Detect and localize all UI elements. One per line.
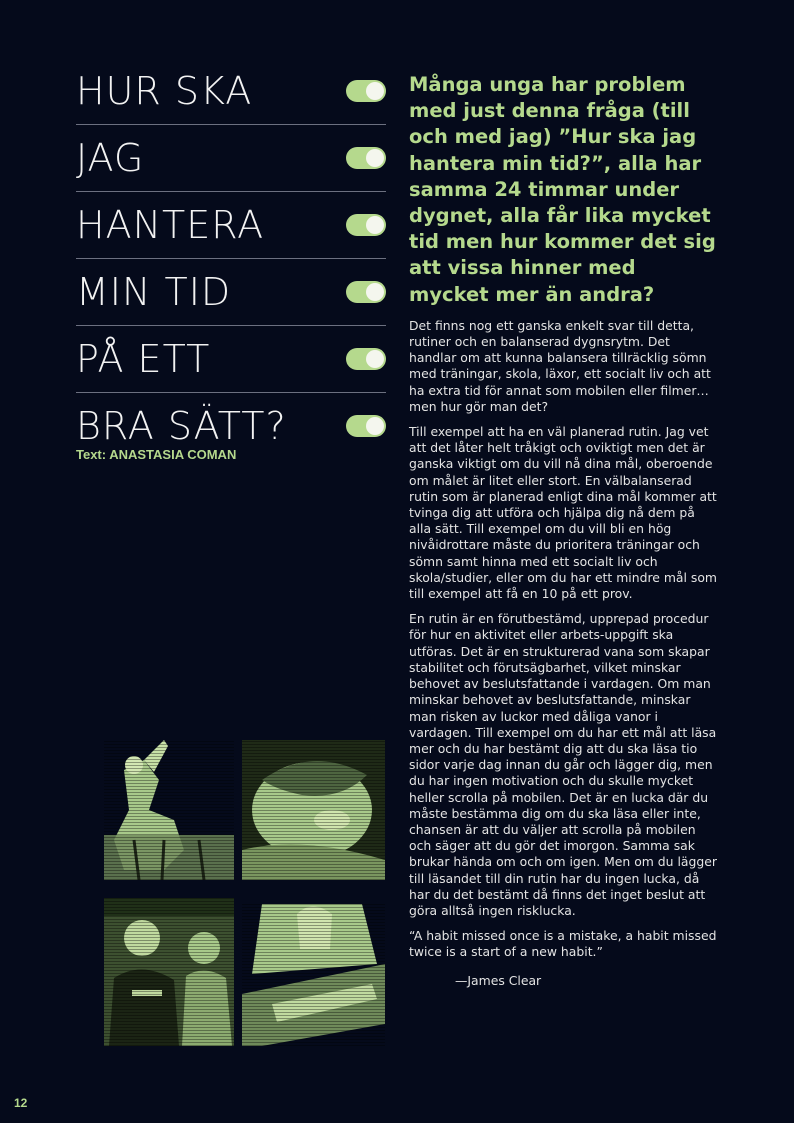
byline: Text: ANASTASIA COMAN bbox=[76, 447, 237, 462]
title-line: PÅ ETT bbox=[76, 337, 211, 381]
toggle-knob bbox=[366, 283, 384, 301]
toggle-switch-icon bbox=[346, 147, 386, 169]
toggle-switch-icon bbox=[346, 214, 386, 236]
title-line: JAG bbox=[76, 136, 145, 180]
article-body bbox=[409, 72, 719, 988]
title-line: MIN TID bbox=[76, 270, 232, 314]
toggle-switch-icon bbox=[346, 281, 386, 303]
toggle-knob bbox=[366, 216, 384, 234]
toggle-switch-icon bbox=[346, 415, 386, 437]
photo-sitting-person bbox=[104, 740, 234, 880]
photo-laptop-hands bbox=[242, 904, 385, 1046]
page-number: 12 bbox=[14, 1096, 28, 1110]
lead-paragraph: Många unga har problem med just denna fråga (till och med jag) ”Hur ska jag hantera min tid?”, alla har samma 24 timmar under dygnet, alla får lika mycket tid men hur kommer det sig att vissa hinner med mycket mer än andra? bbox=[409, 73, 716, 306]
photo-tired-person-art bbox=[242, 740, 385, 880]
title-row-1 bbox=[76, 58, 386, 125]
toggle-knob bbox=[366, 82, 384, 100]
title-list bbox=[76, 58, 386, 459]
photo-students-group bbox=[104, 898, 234, 1046]
title-line: BRA SÄTT? bbox=[76, 404, 287, 448]
body-paragraph-1: Det finns nog ett ganska enkelt svar till detta, rutiner och en balanserad dygnsrytm. Det handlar om att kunna balansera tillräcklig sömn med träningar, skola, läxor, ett socialt liv och att ha extra tid för annat som mobilen eller filmer… men hur gör man det? bbox=[409, 317, 711, 414]
title-row-4 bbox=[76, 259, 386, 326]
title-line: HUR SKA bbox=[76, 69, 253, 113]
quote: “A habit missed once is a mistake, a habit missed twice is a start of a new habit.” bbox=[409, 928, 717, 960]
toggle-knob bbox=[366, 350, 384, 368]
body-paragraph-3: En rutin är en förutbestämd, upprepad procedur för hur en aktivitet eller arbets-uppgift ska utföras. Det är en strukturerad vana som skapar stabilitet och förutsägbarhet, vilket minskar behovet av beslutsfattande i vardagen. Om man minskar behovet av beslutsfattande, minskar man risken av luckor med dåliga vanor i vardagen. Till exempel om du har ett mål att läsa mer och du har bestämt dig att du ska läsa tio sidor varje dag innan du går och lägger dig, men du har ingen motivation och du skulle mycket heller scrolla på mobilen. Det är en lucka där du måste bestämma dig om du ska läsa eller inte, chansen är att du väljer att scrolla på mobilen och säger att du gör det imorgon. Samma sak brukar hända om och om igen. Men om du lägger till läsandet till din rutin har du ingen lucka, då har du det bestämt då finns det inget beslut att göra alltså ingen risklucka. bbox=[409, 611, 717, 918]
body-paragraph-2: Till exempel att ha en väl planerad rutin. Jag vet att det låter helt tråkigt och oviktigt men det är ganska viktigt om du vill nå dina mål, oberoende om målet är litet eller stort. En välbalanserad rutin som är planerad enligt dina mål kommer att tvinga dig att utföra och hjälpa dig nå dem på alla sätt. Till exempel om du vill bli en hög nivåidrottare måste du prioritera träningar och sömn samt hinna med ett socialt liv och skola/studier, eller om du har ett mindre mål som till exempel att få en 10 på ett prov. bbox=[409, 424, 717, 602]
photo-tired-person bbox=[242, 740, 385, 880]
toggle-switch-icon bbox=[346, 348, 386, 370]
title-line: HANTERA bbox=[76, 203, 265, 247]
toggle-knob bbox=[366, 417, 384, 435]
photo-sitting-person-art bbox=[104, 740, 234, 880]
title-row-5 bbox=[76, 326, 386, 393]
title-row-3 bbox=[76, 192, 386, 259]
photo-students-group-art bbox=[104, 898, 234, 1046]
quote-attribution: —James Clear bbox=[455, 972, 542, 988]
toggle-knob bbox=[366, 149, 384, 167]
photo-laptop-hands-art bbox=[242, 904, 385, 1046]
toggle-switch-icon bbox=[346, 80, 386, 102]
title-row-2 bbox=[76, 125, 386, 192]
